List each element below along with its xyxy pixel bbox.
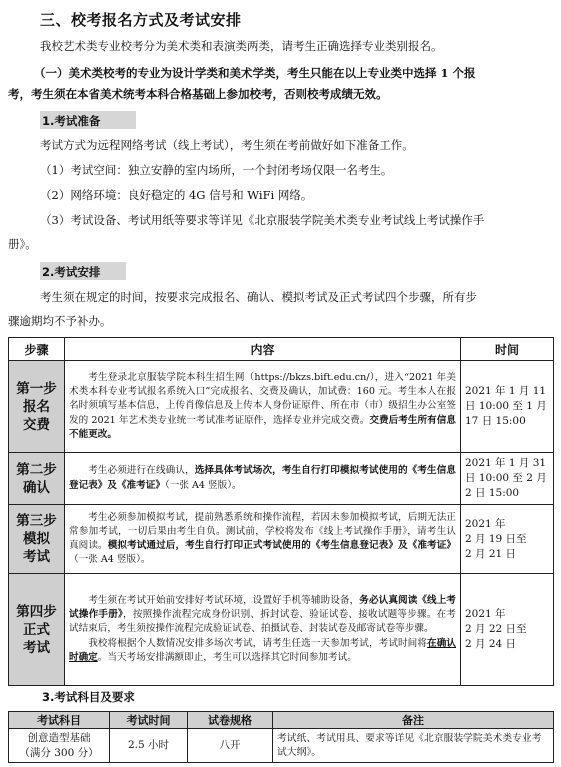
content-bold: 模拟考试通过后，考生自行打印正式考试使用的《考生信息登记表》及《准考证》	[107, 540, 457, 551]
step-label: 交费	[23, 416, 50, 433]
content-bold: 选择具体考试场次，考生自行打印模拟考试使用的《考生信息登记表》及《准考证》	[69, 465, 457, 491]
step-label: 报名	[23, 398, 50, 415]
time-cell	[461, 574, 554, 686]
content-bold-underline: 在确认时确定	[69, 637, 457, 663]
subject-line: （满分 300 分）	[19, 746, 99, 759]
time-line: 2 月 24 日	[465, 638, 517, 650]
step-label: 模拟	[23, 531, 50, 547]
header-paper: 试卷规格	[188, 712, 273, 729]
step-label: 确认	[23, 479, 50, 496]
time-line: 2021 年	[465, 517, 506, 530]
intro-paragraph: 我校艺术类专业校考分为美术类和表演类两类，请考生正确选择专业类别报名。	[40, 39, 443, 53]
time-line: 2 月 19 日至	[465, 532, 527, 545]
content-cell	[65, 453, 461, 505]
content-cell	[65, 505, 461, 574]
time-line: 2021 年	[465, 608, 506, 620]
table-row	[9, 505, 554, 574]
content-text: 考生须在考试开始前安排好考试环境，设置好手机等辅助设备，	[88, 594, 360, 606]
content-bold: 交费后考生所有信息不能更改。	[69, 414, 457, 440]
note-cell: 考试纸、考试用具、要求等详见《北京服装学院美术类专业考试大纲》。	[273, 729, 554, 763]
time-cell	[461, 505, 554, 574]
table-row	[9, 729, 554, 763]
step-label: 第二步	[16, 461, 57, 478]
content-text: 考生必须进行在线确认，	[88, 465, 195, 477]
schedule-header-row	[9, 338, 554, 361]
header-step: 步骤	[9, 338, 65, 361]
table-row	[9, 453, 554, 505]
content-text: （一张 A4 竖版）。	[69, 554, 151, 566]
step-cell	[9, 453, 65, 505]
arrange-line-1: 考生须在规定的时间，按要求完成报名、确认、模拟考试及正式考试四个步骤，所有步	[40, 290, 477, 304]
prep-heading: 1.考试准备	[42, 114, 101, 128]
header-duration: 考试时间	[110, 712, 188, 729]
schedule-table	[8, 337, 554, 686]
step-label: 第一步	[16, 380, 57, 397]
time-line: 2 月 21 日	[465, 547, 517, 560]
time-line: 2 月 22 日至	[465, 623, 527, 635]
content-cell	[65, 574, 461, 686]
art-note-line-1: （一）美术类校考的专业为设计学类和美术学类，考生只能在以上专业类中选择 1 个报	[34, 66, 476, 80]
time-cell: 2021 年 1 月 31 日 10:00 至 2 月 2 日 15:00	[461, 453, 554, 505]
header-content: 内容	[65, 338, 461, 361]
header-time: 时间	[461, 338, 554, 361]
content-text: 。当天考场安排满额即止，考生可以选择其它时间参加考试。	[97, 651, 357, 663]
step-label: 考试	[23, 549, 50, 565]
step-label: 考试	[23, 639, 50, 656]
header-note: 备注	[273, 712, 554, 729]
subjects-heading: 3.考试科目及要求	[42, 690, 135, 704]
content-text: 考生必须参加模拟考试，提前熟悉系统和操作流程，若因未参加模拟考试，后期无法正常参加考试，一切后果由考生自负。测试前，学校将发布《线上考试操作手册》，请考生认真阅读。	[69, 511, 456, 551]
content-bold: 务必认真阅读《线上考试操作手册》	[69, 594, 457, 621]
step-cell	[9, 574, 65, 686]
prep-intro: 考试方式为远程网络考试（线上考试），考生须在考前做好如下准备工作。	[40, 138, 414, 152]
step-label: 第三步	[16, 513, 57, 529]
table-row	[9, 361, 554, 453]
section-title: 三、校考报名方式及考试安排	[40, 11, 242, 29]
content-text: （一张 A4 竖版）。	[164, 479, 242, 491]
step-label: 第四步	[16, 603, 57, 620]
paper-cell: 八开	[188, 729, 273, 763]
prep-item-3-line-1: （3）考试设备、考试用纸等要求等详见《北京服装学院美术类专业考试线上考试操作手	[40, 213, 485, 227]
content-text: 我校将根据个人数情况安排多场次考试，请考生任选一天参加考试，考试时间将	[88, 637, 428, 649]
subjects-table	[8, 711, 554, 763]
content-cell	[65, 361, 461, 453]
arrange-line-2: 骤逾期均不予补办。	[8, 314, 112, 328]
duration-cell: 2.5 小时	[110, 729, 188, 763]
prep-item-3-line-2: 册》。	[8, 237, 37, 251]
prep-item-1: （1）考试空间：独立安静的室内场所，一个封闭考场仅限一名考生。	[40, 163, 393, 177]
table-row	[9, 574, 554, 686]
prep-item-2: （2）网络环境：良好稳定的 4G 信号和 WiFi 网络。	[40, 188, 313, 202]
subject-line: 创意造型基础	[27, 731, 91, 744]
subject-cell	[9, 729, 110, 763]
subjects-header-row	[9, 712, 554, 729]
step-cell	[9, 505, 65, 574]
time-cell: 2021 年 1 月 11 日 10:00 至 1 月 17 日 15:00	[461, 361, 554, 453]
content-text: 考生登录北京服装学院本科生招生网（https://bkzs.bift.edu.cn/），进入“2021 年美术类本科专业考试报名系统入口”完成报名、交费及确认，加试费：160 元。考生本人在报名时须填写基本信息，上传肖像信息及上传本人身份证原件、所在市（市）级招生办公室签发的 2021 年艺术类专业统一考试准考证原件，选择专业并完成交费。	[69, 371, 456, 426]
header-subject: 考试科目	[9, 712, 110, 729]
step-label: 正式	[23, 621, 50, 638]
arrange-heading: 2.考试安排	[42, 265, 101, 279]
step-cell	[9, 361, 65, 453]
art-note-line-2: 考，考生须在本省美术统考本科合格基础上参加校考，否则校考成绩无效。	[8, 87, 388, 101]
content-text: ，按照操作流程完成身份识别、拆封试卷、验证试卷、接收试题等步骤。在考试结束后，考生须按操作流程完成验证试卷、拍摄试卷、封装试卷及邮寄试卷等步骤。	[69, 609, 457, 635]
